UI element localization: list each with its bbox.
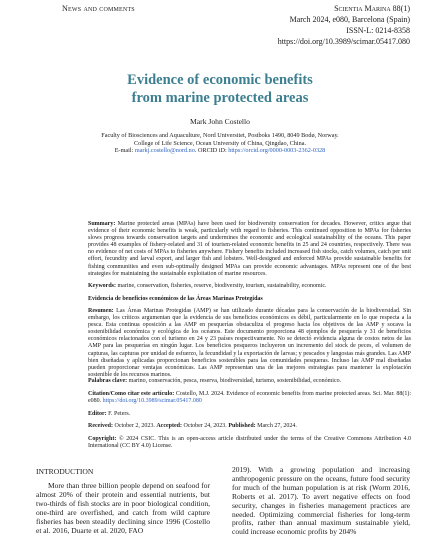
summary-paragraph [88, 221, 411, 278]
editor-line [88, 411, 411, 418]
copyright-text: © 2024 CSIC. This is an open-access article distributed under the terms of the Creative Commons Attribution 4.0 International (CC BY 4.0) License. [88, 436, 411, 450]
author-name: Mark John Costello [190, 117, 250, 126]
orcid-label: . ORCID iD: [194, 147, 229, 155]
email-label: E-mail: [114, 147, 135, 155]
affiliation-line-2: College of Life Science, Ocean University of China, Qingdao, China. [134, 139, 306, 147]
citation-paragraph [88, 391, 411, 405]
orcid-link[interactable]: https://orcid.org/0000-0003-2362-0328 [228, 147, 326, 155]
received-label: Received: [88, 423, 113, 429]
spanish-title: Evidencia de beneficios económicos de las Áreas Marinas Protegidas [88, 296, 263, 302]
resumen-text: Las Áreas Marinas Protegidas (AMP) se han utilizado durante décadas para la conservación de la biodiversidad. Sin embargo, los críticos argumentan que la evidencia de sus beneficios económicos es débil, particularmente en lo que respecta a la pesca. Esta continua oposición a las AMP en pesquerías obstaculiza el progreso hacia los objetivos de las AMP y socava la sostenibilidad económica y ecológica de los océanos. Este documento proporciona 48 ejemplos de pesquería y 31 de beneficios económicos relacionados con el turismo en 24 y 23 países respectivamente. No se detectó evidencia alguna de costos netos de las AMP para las pesquerías en ningún lugar. Los beneficios pesqueros incluyeron un incremento del stock de peces, el volumen de capturas, las capturas por unidad de esfuerzo, la fecundidad y la exportación de larvas; y pescados y langostas más grandes. Las AMP bien diseñadas y aplicadas proporcionan beneficios sostenibles para las comunidades pesqueras. Incluso las AMP mal diseñadas pueden proporcionar ventajas económicas. Las AMP representan una de las mejores estrategias para mantener la explotación sostenible de los recursos marinos. [88, 308, 411, 378]
accepted-date: October 24, 2023. [181, 423, 229, 429]
intro-right-column: 2019). With a growing population and increasing anthropogenic pressure on the oceans, future food security for much of the human population is at risk (Worm 2016, Roberts et al. 2017). To avert negative effects on food security, changes in fisheries management practices are needed. Optimizing commercial fisheries for long-term profits, rather than annual maximum sustainable yield, could increase economic profits by 204% [232, 465, 410, 537]
section-label: News and comments [62, 4, 135, 13]
published-date: March 27, 2024. [255, 423, 297, 429]
title-line-2: from marine protected areas [131, 90, 309, 106]
affiliation-line-1: Faculty of Biosciences and Aquaculture, Nord Universitet, Postboks 1490, 8049 Bodø, Norway. [101, 132, 339, 139]
contact-line [40, 147, 400, 155]
citation-text: Costello, M.J. 2024. Evidence of economic benefits from marine protected areas. Sci. Mar. 88(1): e080. [88, 391, 411, 405]
issue-info: March 2024, e080, Barcelona (Spain) [289, 15, 410, 24]
editor-text: F. Peters. [106, 411, 131, 417]
title-line-1: Evidence of economic benefits [127, 72, 313, 88]
summary-text: Marine protected areas (MPAs) have been used for biodiversity conservation for decades. However, critics argue that evidence of their economic benefits is weak, particularly with regard to fisheries. This continued opposition to MPAs for fisheries slows progress towards conservation targets and undermines the economic and ecological sustainability of the oceans. This paper provides 48 examples of fishery-related and 31 of tourism-related economic benefits in 25 and 24 countries, respectively. There was no evidence of net costs of MPAs to fisheries anywhere. Fishery benefits included increased fish stocks, catch volumes, catch per unit effort, fecundity and larval export, and larger fish and lobsters. Well-designed and enforced MPAs provide sustainable benefits for fishing communities and even sub-optimally designed MPAs can provide economic advantages. MPAs represent one of the best strategies for maintaining the sustainable exploitation of marine resources. [88, 221, 411, 277]
email-link[interactable]: markj.costello@nord.no [134, 147, 195, 155]
keywords-text: marine, conservation, fisheries, reserve, biodiversity, tourism, sustainability, economic. [116, 283, 327, 289]
resumen-label: Resumen: [88, 308, 114, 314]
accepted-label: Accepted: [156, 423, 182, 429]
palabras-text: marino, conservación, pesca, reserva, biodiversidad, turismo, sostenibilidad, económico. [127, 378, 342, 384]
introduction-heading: INTRODUCTION [36, 467, 94, 476]
received-date: October 2, 2023. [113, 423, 157, 429]
resumen-paragraph [88, 308, 411, 379]
summary-label: Summary: [88, 221, 116, 227]
affiliation [40, 132, 400, 155]
copyright-paragraph [88, 436, 411, 450]
keywords-line [88, 283, 411, 290]
editor-label: Editor: [88, 411, 107, 417]
intro-left-column: More than three billion people depend on seafood for almost 20% of their protein and essential nutrients, but two-thirds of fish stocks are in poor biological condition, one-third are overfished, and catch from wild capture fisheries has been steadily declining since 1996 (Costello et al. 2016, Duarte et al. 2020, FAO [36, 481, 210, 535]
palabras-label: Palabras clave: [88, 378, 128, 384]
dates-line [88, 423, 411, 430]
citation-doi-link[interactable]: https://doi.org/10.3989/scimar.05417.080 [102, 398, 202, 405]
journal-name: Scientia Marina 88(1) [334, 4, 410, 13]
copyright-label: Copyright: [88, 436, 117, 442]
palabras-clave-line [88, 378, 411, 385]
article-title [0, 71, 440, 107]
header-doi[interactable]: https://doi.org/10.3989/scimar.05417.080 [277, 37, 410, 46]
citation-label: Citation/Como citar este artículo: [88, 391, 175, 397]
journal-header [278, 3, 410, 47]
published-label: Published: [228, 423, 256, 429]
keywords-label: Keywords: [88, 283, 116, 289]
issn: ISSN-L: 0214-8358 [346, 26, 410, 35]
